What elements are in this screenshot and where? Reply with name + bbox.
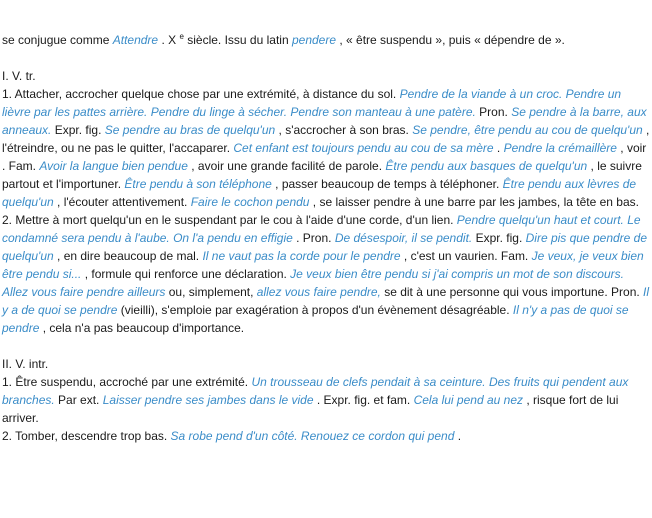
definition-text: Pron. [475, 105, 512, 119]
sense-definition [2, 427, 651, 445]
example-link[interactable]: Se pendre à la barre, aux anneaux. [2, 105, 647, 137]
superscript: e [179, 32, 184, 41]
sense-definition [2, 85, 651, 211]
definition-text: siècle. Issu du latin [183, 33, 292, 47]
example-link[interactable]: Il y a de quoi se pendre [2, 285, 650, 317]
definition-text: , se laisser pendre à une barre par les jambes, la tête en bas. [309, 195, 639, 209]
definition-text: , cela n'a pas beaucoup d'importance. [39, 321, 245, 335]
definition-text: , l'étreindre, ou ne pas le quitter, l'accaparer. [2, 123, 650, 155]
example-link[interactable]: Pendre la crémaillère [503, 141, 617, 155]
definition-text: Expr. fig. [51, 123, 105, 137]
section-heading-transitive: I. V. tr. [2, 69, 36, 83]
etymology-paragraph [2, 31, 651, 49]
definition-text: 2. Tomber, descendre trop bas. [2, 429, 171, 443]
definition-text: , avoir une grande facilité de parole. [187, 159, 386, 173]
example-link[interactable]: Pendre quelqu'un haut et court. Le condamné sera pendu à l'aube. On l'a pendu en effigie [2, 213, 641, 245]
sense-definition [2, 211, 651, 337]
example-link[interactable]: pendere [291, 33, 337, 47]
example-link[interactable]: Se pendre au bras de quelqu'un [104, 123, 276, 137]
spacer [2, 49, 651, 67]
definition-text: , voir . Fam. [2, 141, 647, 173]
definition-text: , risque fort de lui arriver. [2, 393, 619, 425]
example-link[interactable]: Avoir la langue bien pendue [39, 159, 188, 173]
definition-text: 2. Mettre à mort quelqu'un en le suspendant par le cou à l'aide d'une corde, d'un lien. [2, 213, 457, 227]
definition-text: . [493, 141, 504, 155]
example-link[interactable]: Laisser pendre ses jambes dans le vide [102, 393, 314, 407]
definition-text: . Expr. fig. et fam. [313, 393, 414, 407]
definition-text: Par ext. [54, 393, 103, 407]
definition-text: se conjugue comme [2, 33, 113, 47]
example-link[interactable]: Être pendu aux basques de quelqu'un [385, 159, 588, 173]
example-link[interactable]: Être pendu à son téléphone [124, 177, 272, 191]
section-heading-intransitive: II. V. intr. [2, 357, 49, 371]
sense-definition [2, 373, 651, 427]
definition-text: ou, simplement, [165, 285, 257, 299]
example-link[interactable]: Attendre [112, 33, 159, 47]
definition-text: (vieilli), s'emploie par exagération à propos d'un évènement désagréable. [117, 303, 513, 317]
example-link[interactable]: Je veux bien être pendu si j'ai compris un mot de son discours. Allez vous faire pendre ailleurs [2, 267, 624, 299]
definition-text: . X [158, 33, 180, 47]
example-link[interactable]: Je veux, je veux bien être pendu si... [2, 249, 644, 281]
definition-text: . Pron. [292, 231, 335, 245]
example-link[interactable]: Être pendu aux lèvres de quelqu'un [2, 177, 637, 209]
definition-text: , c'est un vaurien. Fam. [400, 249, 532, 263]
definition-text: Expr. fig. [472, 231, 526, 245]
definition-text: 1. Attacher, accrocher quelque chose par une extrémité, à distance du sol. [2, 87, 400, 101]
definition-text: se dit à une personne qui vous importune. Pron. [380, 285, 644, 299]
definition-text: 1. Être suspendu, accroché par une extrémité. [2, 375, 252, 389]
definition-text: , le suivre partout et l'importuner. [2, 159, 642, 191]
example-link[interactable]: Il ne vaut pas la corde pour le pendre [202, 249, 401, 263]
definition-text: , en dire beaucoup de mal. [53, 249, 203, 263]
example-link[interactable]: Faire le cochon pendu [190, 195, 310, 209]
example-link[interactable]: allez vous faire pendre, [256, 285, 381, 299]
definition-text: , l'écouter attentivement. [53, 195, 191, 209]
definition-text: , formule qui renforce une déclaration. [81, 267, 291, 281]
dictionary-entry [2, 31, 651, 445]
example-link[interactable]: Cela lui pend au nez [413, 393, 523, 407]
definition-text: . [454, 429, 462, 443]
example-link[interactable]: Cet enfant est toujours pendu au cou de sa mère [233, 141, 494, 155]
definition-text: , « être suspendu », puis « dépendre de ». [336, 33, 565, 47]
example-link[interactable]: Pendre de la viande à un croc. Pendre un lièvre par les pattes arrière. Pendre du linge à sécher. Pendre son manteau à une patère. [2, 87, 622, 119]
example-link[interactable]: De désespoir, il se pendit. [334, 231, 473, 245]
definition-text: , passer beaucoup de temps à téléphoner. [271, 177, 503, 191]
example-link[interactable]: Dire pis que pendre de quelqu'un [2, 231, 648, 263]
example-link[interactable]: Se pendre, être pendu au cou de quelqu'un [412, 123, 643, 137]
spacer [2, 337, 651, 355]
definition-text: , s'accrocher à son bras. [275, 123, 413, 137]
example-link[interactable]: Il n'y a pas de quoi se pendre [2, 303, 629, 335]
example-link[interactable]: Un trousseau de clefs pendait à sa ceinture. Des fruits qui pendent aux branches. [2, 375, 629, 407]
example-link[interactable]: Sa robe pend d'un côté. Renouez ce cordon qui pend [170, 429, 455, 443]
